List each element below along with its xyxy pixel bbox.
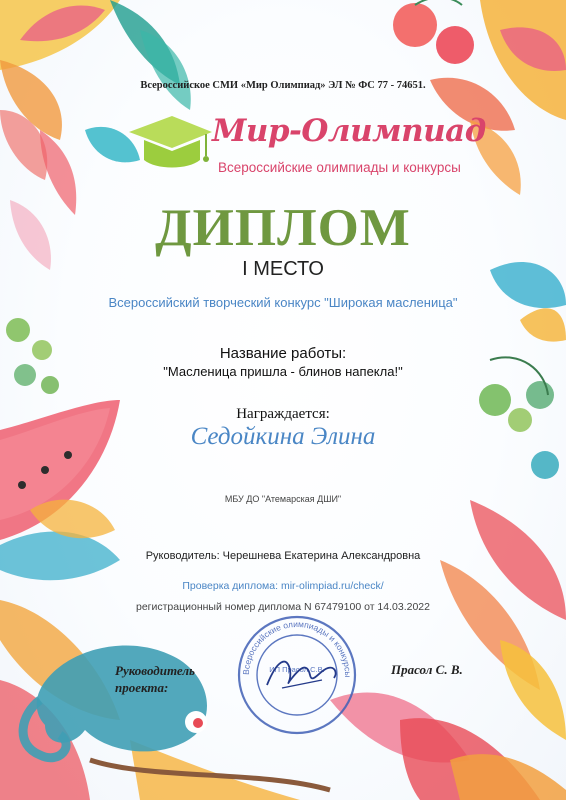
work-label: Название работы: <box>219 345 347 362</box>
registration-number: регистрационный номер диплома N 67479100 от 14.03.2022 <box>136 601 430 613</box>
bottom-right-leaves <box>330 500 566 800</box>
graduation-cap-icon <box>124 114 214 184</box>
place-label: I МЕСТО <box>242 258 324 280</box>
project-leader-signature-label <box>115 662 195 696</box>
media-registration-line: Всероссийское СМИ «Мир Олимпиад» ЭЛ № ФС 77 - 74651. <box>140 80 426 91</box>
project-leader-line1: Руководитель <box>115 663 195 678</box>
logo-title: Мир-Олимпиад <box>212 113 486 149</box>
award-label: Награждается: <box>236 406 330 422</box>
stamp-text: Всероссийские олимпиады и конкурсы <box>240 618 354 678</box>
work-title: "Масленица пришла - блинов напекла!" <box>163 364 403 379</box>
signer-name: Прасол С. В. <box>391 662 463 677</box>
project-leader-line2: проекта: <box>115 680 169 695</box>
logo-subtitle: Всероссийские олимпиады и конкурсы <box>218 160 461 175</box>
winner-name: Седойкина Элина <box>190 423 376 450</box>
school-name: МБУ ДО "Атемарская ДШИ" <box>224 494 342 504</box>
stamp-inner-text: ИП Прасол С.В. <box>269 665 325 674</box>
contest-name: Всероссийский творческий конкурс "Широкая масленица" <box>108 295 458 310</box>
handwritten-signature <box>262 650 342 695</box>
check-link[interactable]: Проверка диплома: mir-olimpiad.ru/check/ <box>182 580 384 592</box>
leader-name: Руководитель: Черешнева Екатерина Александровна <box>145 550 421 562</box>
diploma-title: ДИПЛОМ <box>155 199 411 257</box>
